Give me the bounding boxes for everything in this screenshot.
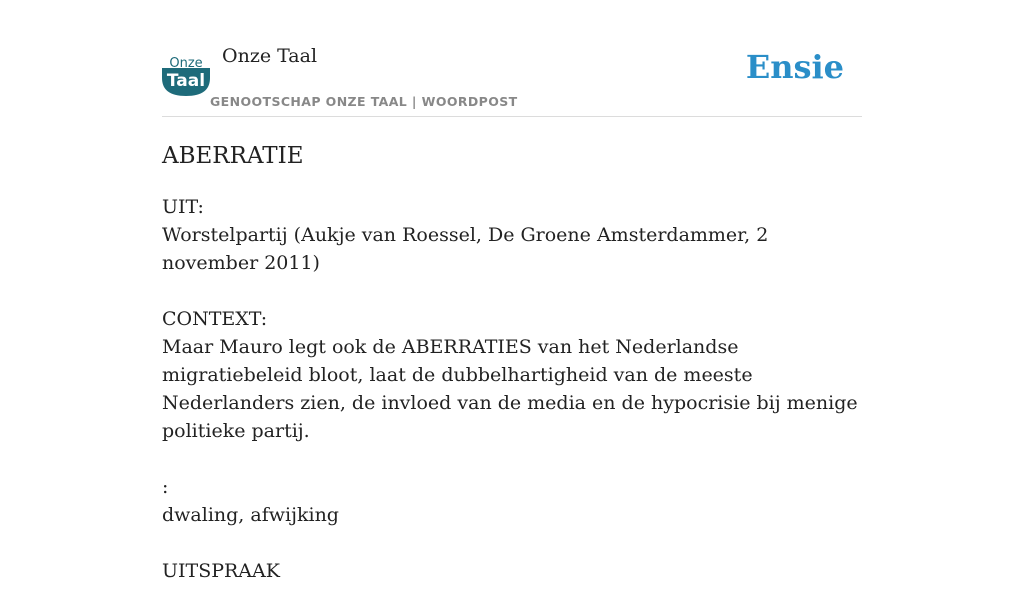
context-label: CONTEXT:	[162, 308, 268, 330]
page-container	[162, 0, 862, 613]
meaning-label: :	[162, 476, 169, 498]
meaning-block	[162, 473, 862, 529]
onze-taal-logo-icon[interactable]	[162, 48, 210, 96]
meaning-text: dwaling, afwijking	[162, 504, 339, 526]
svg-text:Onze: Onze	[169, 56, 203, 71]
entry-content	[162, 141, 862, 585]
site-subtitle: GENOOTSCHAP ONZE TAAL | WOORDPOST	[210, 94, 518, 109]
ensie-brand-link[interactable]: Ensie	[745, 48, 844, 86]
source-label: UIT:	[162, 196, 204, 218]
pronunciation-block	[162, 557, 862, 585]
svg-text:Taal: Taal	[166, 71, 206, 91]
source-block	[162, 193, 862, 277]
entry-title: ABERRATIE	[162, 143, 304, 169]
site-name[interactable]: Onze Taal	[222, 45, 318, 67]
context-block	[162, 305, 862, 445]
header	[162, 0, 862, 117]
pronunciation-label: UITSPRAAK	[162, 560, 280, 582]
source-text: Worstelpartij (Aukje van Roessel, De Groene Amsterdammer, 2 november 2011)	[162, 224, 769, 274]
context-text: Maar Mauro legt ook de ABERRATIES van het Nederlandse migratiebeleid bloot, laat de dubbelhartigheid van de meeste Nederlanders zien, de invloed van de media en de hypocrisie bij menige politieke partij.	[162, 336, 858, 442]
